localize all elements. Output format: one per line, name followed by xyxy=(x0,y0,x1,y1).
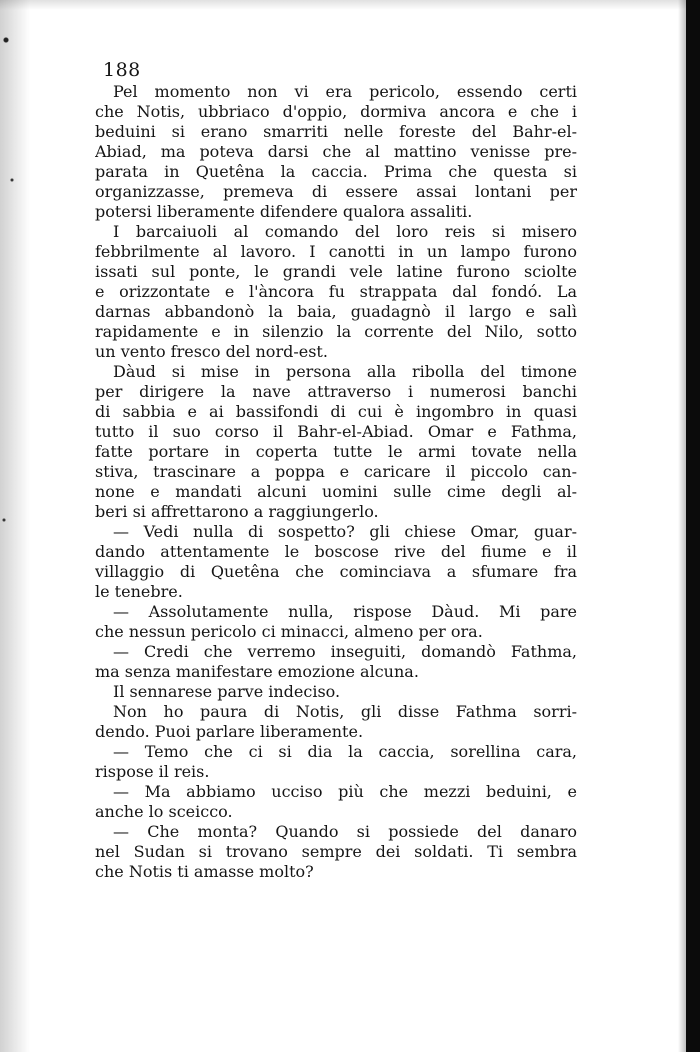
text-line: potersi liberamente difendere qualora assaliti. xyxy=(95,202,473,221)
page-number: 188 xyxy=(103,59,141,81)
text-line: Pel momento non vi era pericolo, essendo certi xyxy=(113,82,577,101)
scan-top-edge-shadow xyxy=(0,0,700,10)
text-line: parata in Quetêna la caccia. Prima che questa si xyxy=(95,162,577,181)
page-text-body xyxy=(95,82,577,882)
text-line: darnas abbandonò la baia, guadagnò il largo e salì xyxy=(95,302,577,321)
text-line: — Che monta? Quando si possiede del danaro xyxy=(113,822,577,841)
text-line: anche lo sceicco. xyxy=(95,802,233,821)
text-line: issati sul ponte, le grandi vele latine furono sciolte xyxy=(95,262,577,281)
text-line: — Vedi nulla di sospetto? gli chiese Omar, guar- xyxy=(113,522,577,541)
text-line: Abiad, ma poteva darsi che al mattino venisse pre- xyxy=(95,142,577,161)
text-line: che nessun pericolo ci minacci, almeno per ora. xyxy=(95,622,483,641)
text-line: le tenebre. xyxy=(95,582,183,601)
text-line: beri si affrettarono a raggiungerlo. xyxy=(95,502,379,521)
text-line: organizzasse, premeva di essere assai lontani per xyxy=(95,182,577,201)
book-page xyxy=(95,60,577,882)
text-line: dendo. Puoi parlare liberamente. xyxy=(95,722,364,741)
text-line: rapidamente e in silenzio la corrente del Nilo, sotto xyxy=(95,322,577,341)
text-line: — Assolutamente nulla, rispose Dàud. Mi pare xyxy=(113,602,577,621)
scan-left-edge-shadow xyxy=(0,0,30,1052)
text-line: Il sennarese parve indeciso. xyxy=(113,682,341,701)
text-line: che Notis, ubbriaco d'oppio, dormiva ancora e che i xyxy=(95,102,577,121)
text-line: febbrilmente al lavoro. I canotti in un lampo furono xyxy=(95,242,577,261)
text-line: Dàud si mise in persona alla ribolla del timone xyxy=(113,362,577,381)
text-line: — Ma abbiamo ucciso più che mezzi beduini, e xyxy=(113,782,577,801)
text-line: beduini si erano smarriti nelle foreste del Bahr-el- xyxy=(95,122,577,141)
text-line: stiva, trascinare a poppa e caricare il piccolo can- xyxy=(95,462,577,481)
scan-right-edge-border xyxy=(686,0,700,1052)
text-line: — Credi che verremo inseguiti, domandò Fathma, xyxy=(113,642,577,661)
text-line: tutto il suo corso il Bahr-el-Abiad. Omar e Fathma, xyxy=(95,422,577,441)
text-line: — Temo che ci si dia la caccia, sorellina cara, xyxy=(113,742,577,761)
text-line: dando attentamente le boscose rive del fiume e il xyxy=(95,542,577,561)
text-line: per dirigere la nave attraverso i numerosi banchi xyxy=(95,382,577,401)
text-line: villaggio di Quetêna che cominciava a sfumare fra xyxy=(95,562,577,581)
text-line: rispose il reis. xyxy=(95,762,210,781)
text-line: di sabbia e ai bassifondi di cui è ingombro in quasi xyxy=(95,402,577,421)
text-line: che Notis ti amasse molto? xyxy=(95,862,314,881)
text-line: I barcaiuoli al comando del loro reis si misero xyxy=(113,222,577,241)
text-line: nel Sudan si trovano sempre dei soldati. Ti sembra xyxy=(95,842,577,861)
text-line: ma senza manifestare emozione alcuna. xyxy=(95,662,419,681)
text-line: un vento fresco del nord-est. xyxy=(95,342,328,361)
text-line: Non ho paura di Notis, gli disse Fathma sorri- xyxy=(113,702,577,721)
text-line: fatte portare in coperta tutte le armi tovate nella xyxy=(95,442,577,461)
text-line: e orizzontate e l'àncora fu strappata dal fondó. La xyxy=(95,282,577,301)
text-line: none e mandati alcuni uomini sulle cime degli al- xyxy=(95,482,577,501)
